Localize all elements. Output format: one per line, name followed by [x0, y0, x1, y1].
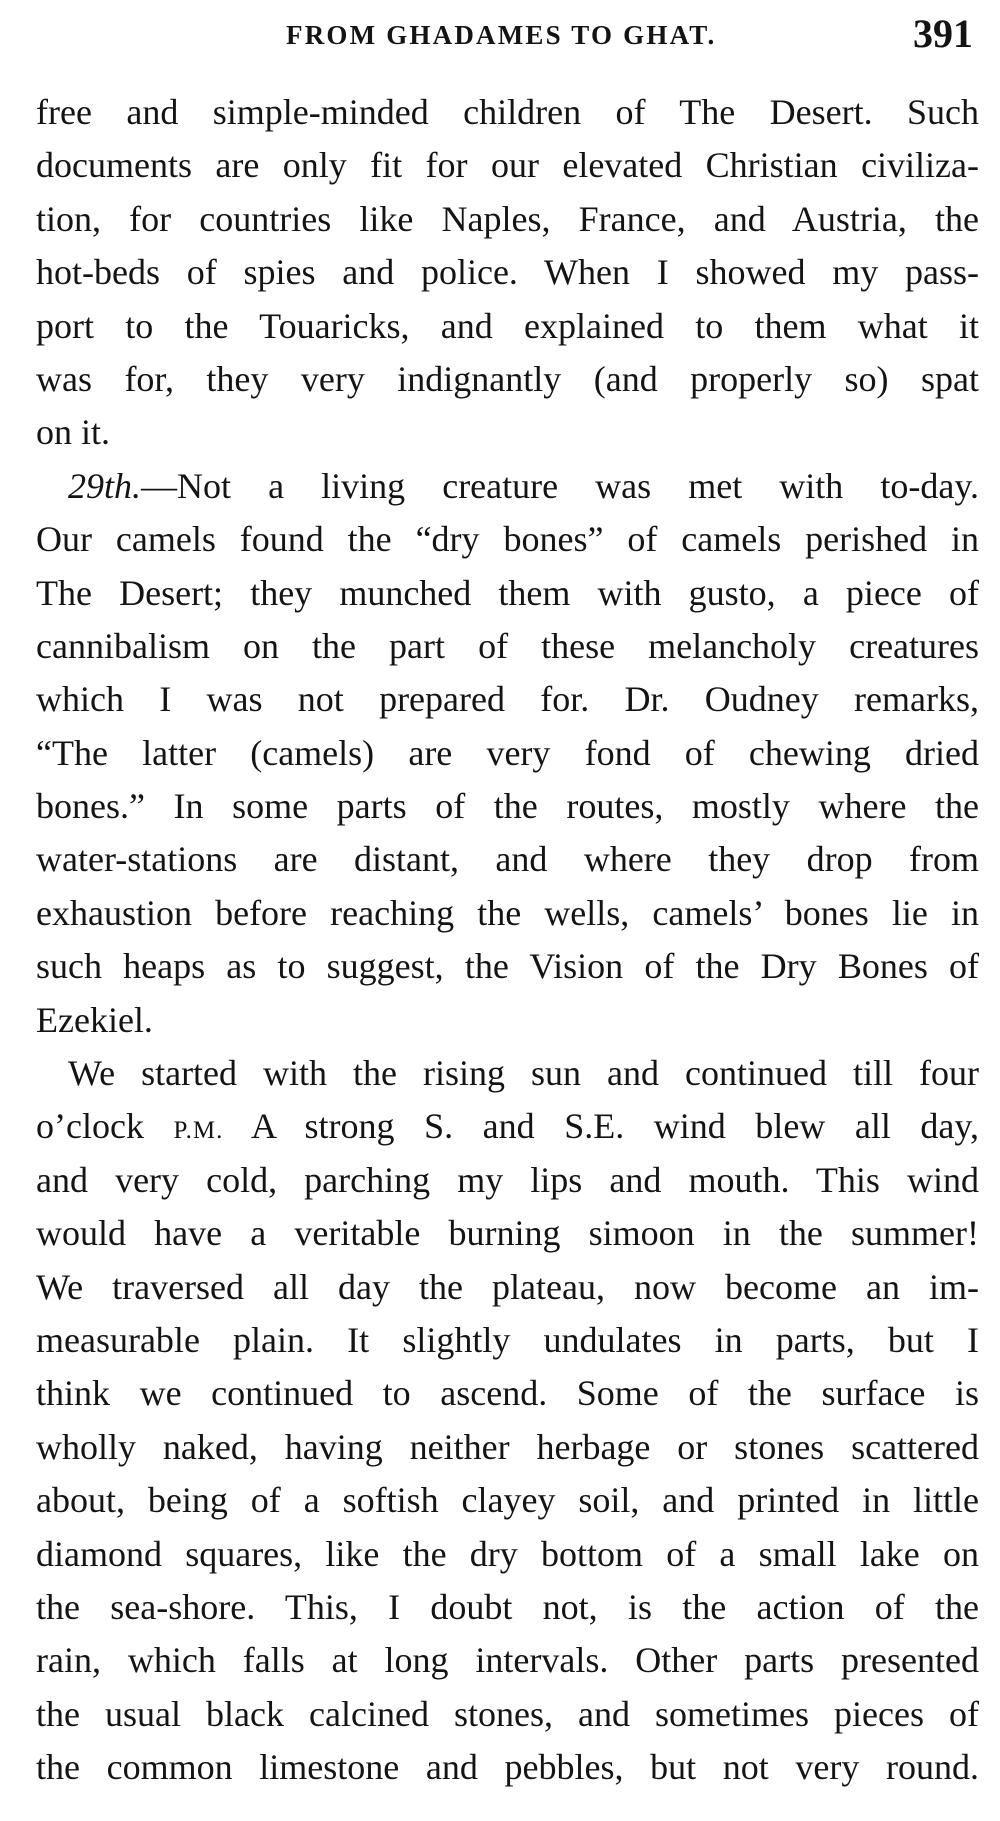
text-line: Our camels found the “dry bones” of camels perished in — [36, 519, 979, 560]
text-line: about, being of a softish clayey soil, and printed in little — [36, 1480, 979, 1521]
text-line: cannibalism on the part of these melancholy creatures — [36, 625, 979, 666]
text-run: A strong S. and S.E. wind blew all day, — [250, 1106, 980, 1147]
pm-small-caps: P.M. — [173, 1117, 224, 1145]
text-line: bones.” In some parts of the routes, mostly where the — [36, 786, 979, 827]
text-line: hot-beds of spies and police. When I showed my pass- — [36, 252, 979, 293]
text-line: on it. — [36, 412, 111, 453]
text-line: documents are only fit for our elevated Christian civiliza- — [36, 145, 979, 186]
text-line: rain, which falls at long intervals. Other parts presented — [36, 1640, 979, 1681]
text-line: port to the Touaricks, and explained to them what it — [36, 305, 979, 346]
text-line: was for, they very indignantly (and properly so) spat — [36, 358, 979, 399]
text-line: diamond squares, like the dry bottom of a small lake on — [36, 1533, 979, 1574]
text-line: “The latter (camels) are very fond of chewing dried — [36, 732, 979, 773]
paragraph-first-line — [36, 460, 979, 513]
text-line: free and simple-minded children of The Desert. Such — [36, 92, 979, 132]
text-line: the common limestone and pebbles, but not very round. — [36, 1747, 979, 1788]
text-run: o’clock — [36, 1106, 144, 1147]
text-line-with-small-caps — [36, 1100, 979, 1153]
text-line: which I was not prepared for. Dr. Oudney remarks, — [36, 679, 979, 720]
text-line: the sea-shore. This, I doubt not, is the action of the — [36, 1586, 979, 1627]
running-header — [0, 10, 1000, 70]
text-line: We traversed all day the plateau, now become an im- — [36, 1266, 979, 1307]
text-line: exhaustion before reaching the wells, camels’ bones lie in — [36, 892, 979, 933]
text-line: measurable plain. It slightly undulates in parts, but I — [36, 1319, 979, 1360]
date-label: 29th. — [68, 465, 142, 506]
text-line: the usual black calcined stones, and sometimes pieces of — [36, 1693, 979, 1734]
text-run: —Not a living creature was met with to-day. — [141, 465, 979, 506]
text-line: would have a veritable burning simoon in the summer! — [36, 1213, 979, 1254]
text-line: think we continued to ascend. Some of the surface is — [36, 1373, 979, 1414]
body-text — [36, 86, 979, 1795]
text-line: such heaps as to suggest, the Vision of the Dry Bones of — [36, 946, 979, 987]
text-line: wholly naked, having neither herbage or stones scattered — [36, 1426, 979, 1467]
text-line: Ezekiel. — [36, 999, 153, 1040]
text-line: water-stations are distant, and where they drop from — [36, 839, 979, 880]
paragraph-first-line: We started with the rising sun and continued till four — [68, 1053, 979, 1094]
text-line: and very cold, parching my lips and mouth. This wind — [36, 1159, 979, 1200]
running-title: FROM GHADAMES TO GHAT. — [286, 20, 717, 50]
text-line: tion, for countries like Naples, France, and Austria, the — [36, 198, 979, 239]
page-number: 391 — [913, 11, 973, 56]
text-line: The Desert; they munched them with gusto, a piece of — [36, 572, 979, 613]
